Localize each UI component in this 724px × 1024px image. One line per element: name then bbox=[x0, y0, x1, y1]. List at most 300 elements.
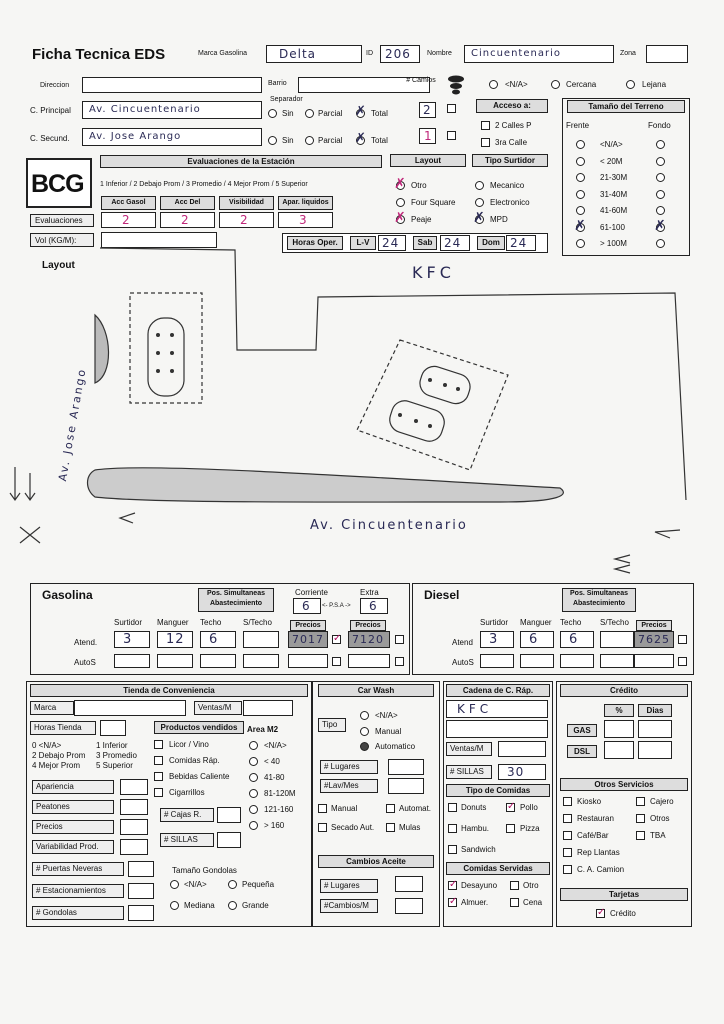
tienda-marca-label-box bbox=[30, 701, 74, 715]
evaluaciones-row-label: Evaluaciones bbox=[35, 216, 83, 225]
diesel-atend-field[interactable] bbox=[560, 631, 594, 648]
id-field[interactable] bbox=[380, 45, 420, 63]
gasolina-psa-label: <- P.S.A -> bbox=[322, 603, 351, 609]
otros-check[interactable] bbox=[636, 831, 645, 840]
gasolina-autos-field[interactable] bbox=[157, 654, 193, 668]
tienda-producto-check[interactable] bbox=[154, 756, 163, 765]
sketch-street-left: Av. Jose Arango bbox=[56, 366, 89, 483]
cadena-hambu-label: Hambu. bbox=[461, 824, 490, 833]
credito-gas-pct-field[interactable] bbox=[604, 720, 634, 738]
nombre-value: Cincuentenario bbox=[471, 48, 561, 59]
carwash-tipo-label-box bbox=[318, 718, 346, 732]
layout-option-mark: ✗ bbox=[394, 176, 407, 192]
tienda-count-field[interactable] bbox=[128, 905, 154, 921]
diesel-autos-field[interactable] bbox=[520, 654, 554, 668]
gasolina-col-header: Surtidor bbox=[114, 618, 143, 627]
gondola-mediana-label: Mediana bbox=[184, 901, 215, 910]
eval-value-field[interactable] bbox=[219, 212, 274, 228]
tienda-count-field[interactable] bbox=[128, 861, 154, 877]
terreno-option-label: 41-60M bbox=[600, 206, 628, 215]
gasolina-atend-field[interactable] bbox=[114, 631, 150, 648]
sketch-title: Layout bbox=[42, 260, 75, 271]
cadena-ventas-label-box bbox=[446, 742, 492, 756]
tienda-scale-item: 1 Inferior bbox=[96, 741, 128, 750]
tienda-horas-field[interactable] bbox=[100, 720, 126, 736]
secundaria-camios-field[interactable] bbox=[419, 128, 436, 144]
tarjetas-credito-label: Crédito bbox=[610, 909, 636, 918]
camios-cercana-radio[interactable] bbox=[551, 80, 560, 89]
tienda-producto-label: Licor / Vino bbox=[169, 740, 209, 749]
tienda-producto-check[interactable] bbox=[154, 740, 163, 749]
tienda-area-radio[interactable] bbox=[249, 773, 258, 782]
tienda-ventas-label: Ventas/M bbox=[198, 703, 232, 712]
cadena-cena-check[interactable] bbox=[510, 898, 519, 907]
tienda-marca-field[interactable] bbox=[74, 700, 186, 716]
tienda-producto-check[interactable] bbox=[154, 788, 163, 797]
otros-check[interactable] bbox=[563, 831, 572, 840]
tienda-count-label: # Gondolas bbox=[36, 908, 77, 917]
credito-dsl-dias-field[interactable] bbox=[638, 741, 672, 759]
cadena-sandwich-label: Sandwich bbox=[461, 845, 496, 854]
terreno-frente-radio[interactable] bbox=[576, 140, 585, 149]
eval-value-field[interactable] bbox=[160, 212, 215, 228]
cadena-name-field[interactable] bbox=[446, 700, 548, 718]
terreno-option-label: 21-30M bbox=[600, 173, 628, 182]
diesel-atend-value: 3 bbox=[489, 632, 499, 647]
secundaria-parcial-label: Parcial bbox=[318, 136, 343, 145]
horas-lv-value: 24 bbox=[382, 236, 400, 250]
tienda-scale-item: 5 Superior bbox=[96, 761, 133, 770]
credito-title: Crédito bbox=[560, 684, 688, 697]
cambios-mes-label-box bbox=[320, 899, 378, 913]
fondo-label: Fondo bbox=[648, 121, 671, 130]
principal-parcial-radio[interactable] bbox=[305, 109, 314, 118]
tienda-area-label: <N/A> bbox=[264, 741, 287, 750]
carwash-tipo-label: Tipo bbox=[322, 720, 338, 729]
tienda-area-radio[interactable] bbox=[249, 805, 258, 814]
carwash-lugares-label: # Lugares bbox=[324, 762, 360, 771]
tienda-producto-check[interactable] bbox=[154, 772, 163, 781]
gasolina-autos-extra-check[interactable] bbox=[395, 657, 404, 666]
separador-label: Separador bbox=[270, 96, 303, 103]
layout-option-label: Four Square bbox=[411, 198, 456, 207]
gondola-na-label: <N/A> bbox=[184, 880, 207, 889]
diesel-autos-label: AutoS bbox=[452, 658, 474, 667]
acceso-2calles-label: 2 Calles P bbox=[495, 121, 532, 130]
cadena-ventas-label: Ventas/M bbox=[450, 744, 484, 753]
diesel-col-header: Surtidor bbox=[480, 618, 509, 627]
marca-value: Delta bbox=[279, 47, 317, 61]
terreno-fondo-radio[interactable] bbox=[656, 206, 665, 215]
direccion-field[interactable] bbox=[82, 77, 262, 93]
cadena-name2-field[interactable] bbox=[446, 720, 548, 738]
cadena-sillas-field[interactable] bbox=[498, 764, 546, 780]
otros-label: Rep Llantas bbox=[577, 848, 620, 857]
secundaria-camios-check[interactable] bbox=[447, 131, 456, 140]
tienda-area-label: 121-160 bbox=[264, 805, 294, 814]
gasolina-title: Gasolina bbox=[42, 588, 93, 602]
diesel-autos-field[interactable] bbox=[560, 654, 594, 668]
terreno-option-label: 61-100 bbox=[600, 222, 625, 232]
gasolina-extra-field[interactable] bbox=[360, 598, 388, 614]
terreno-fondo-radio[interactable] bbox=[656, 140, 665, 149]
camios-na-radio[interactable] bbox=[489, 80, 498, 89]
carwash-opt-automat-label: Automat. bbox=[399, 804, 432, 813]
eval-value-field[interactable] bbox=[101, 212, 156, 228]
terreno-fondo-radio[interactable] bbox=[656, 190, 665, 199]
cambios-lugares-field[interactable] bbox=[395, 876, 423, 892]
gasolina-autos-field[interactable] bbox=[243, 654, 279, 668]
gasolina-atend-field[interactable] bbox=[243, 631, 279, 648]
gasolina-extra-check[interactable] bbox=[395, 635, 404, 644]
gasolina-col-header: Manguer bbox=[157, 618, 189, 627]
terreno-frente-radio[interactable] bbox=[576, 190, 585, 199]
form-title: Ficha Tecnica EDS bbox=[32, 46, 166, 63]
nombre-field[interactable] bbox=[464, 45, 614, 63]
tienda-cajas-label: # Cajas R. bbox=[164, 810, 202, 819]
carwash-lav-field[interactable] bbox=[388, 778, 424, 794]
camios-na-label: <N/A> bbox=[505, 80, 528, 89]
layout-option-radio[interactable] bbox=[396, 198, 405, 207]
principal-camios-field[interactable] bbox=[419, 102, 436, 118]
diesel-autos-precio-field[interactable] bbox=[634, 654, 674, 668]
gasolina-autos-corriente-check[interactable] bbox=[332, 657, 341, 666]
cadena-ventas-field[interactable] bbox=[498, 741, 546, 757]
sketch-street-bottom: Av. Cincuentenario bbox=[310, 518, 468, 533]
gasolina-autos-corriente-field[interactable] bbox=[288, 654, 328, 668]
tienda-count-label: # Estacionamientos bbox=[36, 886, 106, 895]
tienda-area-radio[interactable] bbox=[249, 789, 258, 798]
terreno-fondo-radio[interactable] bbox=[656, 173, 665, 182]
tienda-rating-label: Precios bbox=[36, 822, 63, 831]
tienda-scale-item: 3 Promedio bbox=[96, 751, 137, 760]
cambios-mes-field[interactable] bbox=[395, 898, 423, 914]
tienda-rating-field[interactable] bbox=[120, 779, 148, 795]
diesel-col-header: S/Techo bbox=[600, 618, 629, 627]
zona-label: Zona bbox=[620, 50, 636, 57]
gasolina-atend-field[interactable] bbox=[200, 631, 236, 648]
tienda-count-label-box bbox=[32, 906, 124, 920]
tienda-scale-item: 0 <N/A> bbox=[32, 741, 62, 750]
otros-label: Café/Bar bbox=[577, 831, 609, 840]
cadena-cena-label: Cena bbox=[523, 898, 543, 907]
principal-camios-value: 2 bbox=[423, 103, 432, 117]
eval-value: 3 bbox=[299, 213, 308, 227]
camios-lejana-label: Lejana bbox=[642, 80, 667, 89]
terreno-option-label: 31-40M bbox=[600, 189, 628, 199]
gondola-grande-label: Grande bbox=[242, 901, 269, 910]
credito-pct-label: % bbox=[604, 704, 634, 717]
cadena-donuts-check[interactable] bbox=[448, 803, 457, 812]
cadena-pollo-check[interactable] bbox=[506, 803, 515, 812]
tienda-area-radio[interactable] bbox=[249, 757, 258, 766]
secundaria-sin-label: Sin bbox=[282, 136, 294, 145]
diesel-atend-label: Atend bbox=[452, 638, 473, 647]
gondola-grande-radio[interactable] bbox=[228, 901, 237, 910]
cadena-otro-check[interactable] bbox=[510, 881, 519, 890]
diesel-col-header: Manguer bbox=[520, 618, 552, 627]
gasolina-precios-extra-label: Precios bbox=[350, 620, 386, 631]
tienda-area-label: 41-80 bbox=[264, 773, 285, 782]
carwash-opt-mulas-label: Mulas bbox=[399, 823, 421, 832]
tienda-rating-label-box bbox=[32, 820, 114, 834]
otros-check[interactable] bbox=[563, 848, 572, 857]
principal-total-label: Total bbox=[371, 109, 388, 118]
eval-col-header: Apar. liquidos bbox=[278, 196, 333, 210]
terreno-option-label: <N/A> bbox=[600, 140, 623, 149]
tienda-area-radio[interactable] bbox=[249, 741, 258, 750]
secundaria-label: C. Secund. bbox=[30, 134, 70, 143]
gasolina-precio-extra: 7120 bbox=[352, 633, 384, 646]
otros-check[interactable] bbox=[563, 865, 572, 874]
gondola-pequena-label: Pequeña bbox=[242, 880, 275, 889]
layout-title: Layout bbox=[390, 154, 466, 167]
diesel-precio: 7625 bbox=[638, 633, 670, 646]
terreno-frente-radio[interactable] bbox=[576, 157, 585, 166]
layout-option-label: Otro bbox=[411, 181, 427, 190]
tienda-sillas-field[interactable] bbox=[217, 832, 241, 848]
diesel-autos-field[interactable] bbox=[480, 654, 514, 668]
diesel-autos-field[interactable] bbox=[600, 654, 634, 668]
traffic-light-icon bbox=[443, 74, 469, 98]
gasolina-corriente-field[interactable] bbox=[293, 598, 321, 614]
eval-value: 2 bbox=[122, 213, 131, 227]
marca-label: Marca Gasolina bbox=[198, 50, 248, 57]
gasolina-autos-label: AutoS bbox=[74, 658, 96, 667]
camios-lejana-radio[interactable] bbox=[626, 80, 635, 89]
marca-field[interactable] bbox=[266, 45, 362, 63]
surtidor-option-label: Electronico bbox=[490, 198, 530, 207]
nombre-label: Nombre bbox=[427, 50, 452, 57]
secundaria-camios-value: 1 bbox=[424, 129, 433, 143]
carwash-title: Car Wash bbox=[318, 684, 434, 697]
tienda-area-radio[interactable] bbox=[249, 821, 258, 830]
layout-option-mark: ✗ bbox=[394, 210, 407, 226]
evaluaciones-title: Evaluaciones de la Estación bbox=[100, 155, 382, 168]
tienda-rating-field[interactable] bbox=[120, 819, 148, 835]
cadena-servidas-title: Comidas Servidas bbox=[446, 862, 550, 875]
secundaria-value: Av. Jose Arango bbox=[89, 131, 182, 142]
otros-check[interactable] bbox=[563, 814, 572, 823]
tienda-ventas-label-box bbox=[194, 701, 242, 715]
cadena-sandwich-check[interactable] bbox=[448, 845, 457, 854]
gasolina-autos-extra-field[interactable] bbox=[348, 654, 390, 668]
gasolina-col-header: Techo bbox=[200, 618, 222, 627]
tienda-title: Tienda de Conveniencia bbox=[30, 684, 308, 697]
gondola-pequena-radio[interactable] bbox=[228, 880, 237, 889]
tienda-producto-label: Cigarrillos bbox=[169, 788, 205, 797]
cadena-donuts-label: Donuts bbox=[461, 803, 487, 812]
acceso-3ra-check[interactable] bbox=[481, 138, 490, 147]
principal-value: Av. Cincuentenario bbox=[89, 104, 201, 115]
carwash-opt-automat-check[interactable] bbox=[386, 804, 395, 813]
gondola-na-radio[interactable] bbox=[170, 880, 179, 889]
carwash-opt-secado-check[interactable] bbox=[318, 823, 327, 832]
terreno-frente-radio[interactable] bbox=[576, 173, 585, 182]
cadena-almuer-check[interactable] bbox=[448, 898, 457, 907]
tienda-scale-item: 2 Debajo Prom bbox=[32, 751, 86, 760]
bcg-logo-text: BCG bbox=[31, 170, 84, 198]
eval-value-field[interactable] bbox=[278, 212, 333, 228]
acceso-2calles-check[interactable] bbox=[481, 121, 490, 130]
camios-label: # Camios bbox=[406, 77, 436, 84]
tienda-rating-field[interactable] bbox=[120, 799, 148, 815]
diesel-precios-label: Precios bbox=[636, 620, 672, 631]
tienda-count-label-box bbox=[32, 884, 124, 898]
tienda-rating-field[interactable] bbox=[120, 839, 148, 855]
terreno-frente-radio[interactable] bbox=[576, 206, 585, 215]
tienda-rating-label: Peatones bbox=[36, 802, 70, 811]
credito-gas-label: GAS bbox=[567, 724, 597, 737]
horas-dom-label: Dom bbox=[477, 236, 505, 250]
eval-col-header: Visibilidad bbox=[219, 196, 274, 210]
otros-title: Otros Servicios bbox=[560, 778, 688, 791]
horas-lv-label: L-V bbox=[350, 236, 376, 250]
gasolina-atend-value: 12 bbox=[166, 632, 185, 647]
secundaria-sin-radio[interactable] bbox=[268, 136, 277, 145]
gasolina-pos-label: Pos. Simultaneas Abastecimiento bbox=[198, 588, 274, 612]
credito-gas-dias-field[interactable] bbox=[638, 720, 672, 738]
id-label: ID bbox=[366, 50, 373, 57]
otros-check[interactable] bbox=[636, 797, 645, 806]
diesel-atend-field[interactable] bbox=[600, 631, 634, 648]
evaluaciones-scale: 1 Inferior / 2 Debajo Prom / 3 Promedio / 4 Mejor Prom / 5 Superior bbox=[100, 181, 308, 188]
carwash-lav-label: #Lav/Mes bbox=[324, 781, 359, 790]
carwash-lugares-label-box bbox=[320, 760, 378, 774]
gasolina-atend-field[interactable] bbox=[157, 631, 193, 648]
cadena-sillas-label: # SILLAS bbox=[450, 767, 484, 776]
cadena-hambu-check[interactable] bbox=[448, 824, 457, 833]
tienda-rating-label-box bbox=[32, 800, 114, 814]
gasolina-precios-label: Precios bbox=[290, 620, 326, 631]
horas-sab-value: 24 bbox=[444, 236, 462, 250]
tienda-producto-label: Comidas Ráp. bbox=[169, 756, 220, 765]
otros-check[interactable] bbox=[563, 797, 572, 806]
principal-sin-label: Sin bbox=[282, 109, 294, 118]
surtidor-option-label: MPD bbox=[490, 215, 508, 224]
carwash-lugares-field[interactable] bbox=[388, 759, 424, 775]
tarjetas-credito-check[interactable] bbox=[596, 909, 605, 918]
evaluaciones-row-label-box bbox=[30, 214, 94, 227]
carwash-lav-label-box bbox=[320, 779, 378, 793]
gasolina-autos-field[interactable] bbox=[200, 654, 236, 668]
diesel-atend-field[interactable] bbox=[520, 631, 554, 648]
eval-col-header: Acc Del bbox=[160, 196, 215, 210]
carwash-na-radio[interactable] bbox=[360, 711, 369, 720]
diesel-atend-value: 6 bbox=[529, 632, 539, 647]
tienda-productos-label: Productos vendidos bbox=[154, 721, 244, 734]
bcg-logo bbox=[26, 158, 92, 208]
principal-camios-check[interactable] bbox=[447, 104, 456, 113]
carwash-manual-radio[interactable] bbox=[360, 727, 369, 736]
horas-label: Horas Oper. bbox=[287, 236, 343, 250]
cadena-sillas-value: 30 bbox=[507, 765, 525, 779]
tienda-cajas-field[interactable] bbox=[217, 807, 241, 823]
cadena-desayuno-check[interactable] bbox=[448, 881, 457, 890]
gasolina-precio-corriente-field[interactable] bbox=[288, 631, 328, 648]
surtidor-option-radio[interactable] bbox=[475, 198, 484, 207]
carwash-opt-manual-check[interactable] bbox=[318, 804, 327, 813]
acceso-3ra-label: 3ra Calle bbox=[495, 138, 528, 147]
tienda-cajas-label-box bbox=[160, 808, 214, 822]
cadena-almuer-label: Almuer. bbox=[461, 898, 489, 907]
camios-cercana-label: Cercana bbox=[566, 80, 597, 89]
gasolina-precio-corriente: 7017 bbox=[292, 633, 324, 646]
tienda-rating-label: Apariencia bbox=[36, 782, 74, 791]
surtidor-option-radio[interactable] bbox=[475, 181, 484, 190]
secundaria-field[interactable] bbox=[82, 128, 262, 146]
gasolina-corriente-value: 6 bbox=[302, 599, 311, 613]
diesel-col-header: Techo bbox=[560, 618, 582, 627]
zona-field[interactable] bbox=[646, 45, 688, 63]
cadena-title: Cadena de C. Ráp. bbox=[446, 684, 550, 697]
cadena-pizza-check[interactable] bbox=[506, 824, 515, 833]
diesel-precio-field[interactable] bbox=[634, 631, 674, 648]
carwash-opt-secado-label: Secado Aut. bbox=[331, 823, 375, 832]
credito-dsl-pct-field[interactable] bbox=[604, 741, 634, 759]
gasolina-precio-extra-field[interactable] bbox=[348, 631, 390, 648]
secundaria-parcial-radio[interactable] bbox=[305, 136, 314, 145]
gasolina-autos-field[interactable] bbox=[114, 654, 150, 668]
terreno-fondo-radio[interactable] bbox=[656, 157, 665, 166]
otros-label: Cajero bbox=[650, 797, 674, 806]
cambios-title: Cambios Aceite bbox=[318, 855, 434, 868]
gondolas-title: Tamaño Gondolas bbox=[172, 866, 237, 875]
otros-label: Otros bbox=[650, 814, 670, 823]
diesel-autos-check[interactable] bbox=[678, 657, 687, 666]
carwash-opt-mulas-check[interactable] bbox=[386, 823, 395, 832]
eval-value: 2 bbox=[240, 213, 249, 227]
tienda-horas-label: Horas Tienda bbox=[34, 723, 82, 732]
otros-check[interactable] bbox=[636, 814, 645, 823]
credito-dias-label: Dias bbox=[638, 704, 672, 717]
cambios-mes-label: #Cambios/M bbox=[324, 901, 369, 910]
gasolina-corriente-label: Corriente bbox=[295, 588, 328, 597]
barrio-label: Barrio bbox=[268, 80, 287, 87]
direccion-label: Direccion bbox=[40, 82, 70, 89]
cadena-tipo-title: Tipo de Comidas bbox=[446, 784, 550, 797]
cadena-pollo-label: Pollo bbox=[520, 803, 538, 812]
layout-option-label: Peaje bbox=[411, 215, 432, 224]
gondola-mediana-radio[interactable] bbox=[170, 901, 179, 910]
tienda-count-label: # Puertas Neveras bbox=[36, 864, 103, 873]
principal-sin-radio[interactable] bbox=[268, 109, 277, 118]
frente-label: Frente bbox=[566, 121, 590, 130]
diesel-precio-check[interactable] bbox=[678, 635, 687, 644]
otros-label: C. A. Camion bbox=[577, 865, 625, 874]
id-value: 206 bbox=[385, 47, 411, 61]
tienda-rating-label: Variabilidad Prod. bbox=[36, 842, 99, 851]
horas-sab-label: Sab bbox=[413, 236, 437, 250]
otros-label: Kiosko bbox=[577, 797, 602, 806]
tienda-rating-label-box bbox=[32, 840, 114, 854]
cadena-pizza-label: Pizza bbox=[520, 824, 540, 833]
cadena-sillas-label-box bbox=[446, 765, 492, 779]
credito-dsl-label: DSL bbox=[567, 745, 597, 758]
tienda-area-label: < 40 bbox=[264, 757, 280, 766]
tienda-ventas-field[interactable] bbox=[243, 700, 293, 716]
tienda-count-field[interactable] bbox=[128, 883, 154, 899]
cadena-otro-label: Otro bbox=[523, 881, 539, 890]
acceso-title: Acceso a: bbox=[476, 99, 548, 113]
gasolina-corriente-check[interactable] bbox=[332, 635, 341, 644]
carwash-automatico-radio[interactable] bbox=[360, 742, 369, 751]
otros-label: TBA bbox=[650, 831, 666, 840]
horas-dom-value: 24 bbox=[510, 236, 528, 250]
principal-field[interactable] bbox=[82, 101, 262, 119]
terreno-option-label: > 100M bbox=[600, 239, 627, 248]
diesel-atend-field[interactable] bbox=[480, 631, 514, 648]
